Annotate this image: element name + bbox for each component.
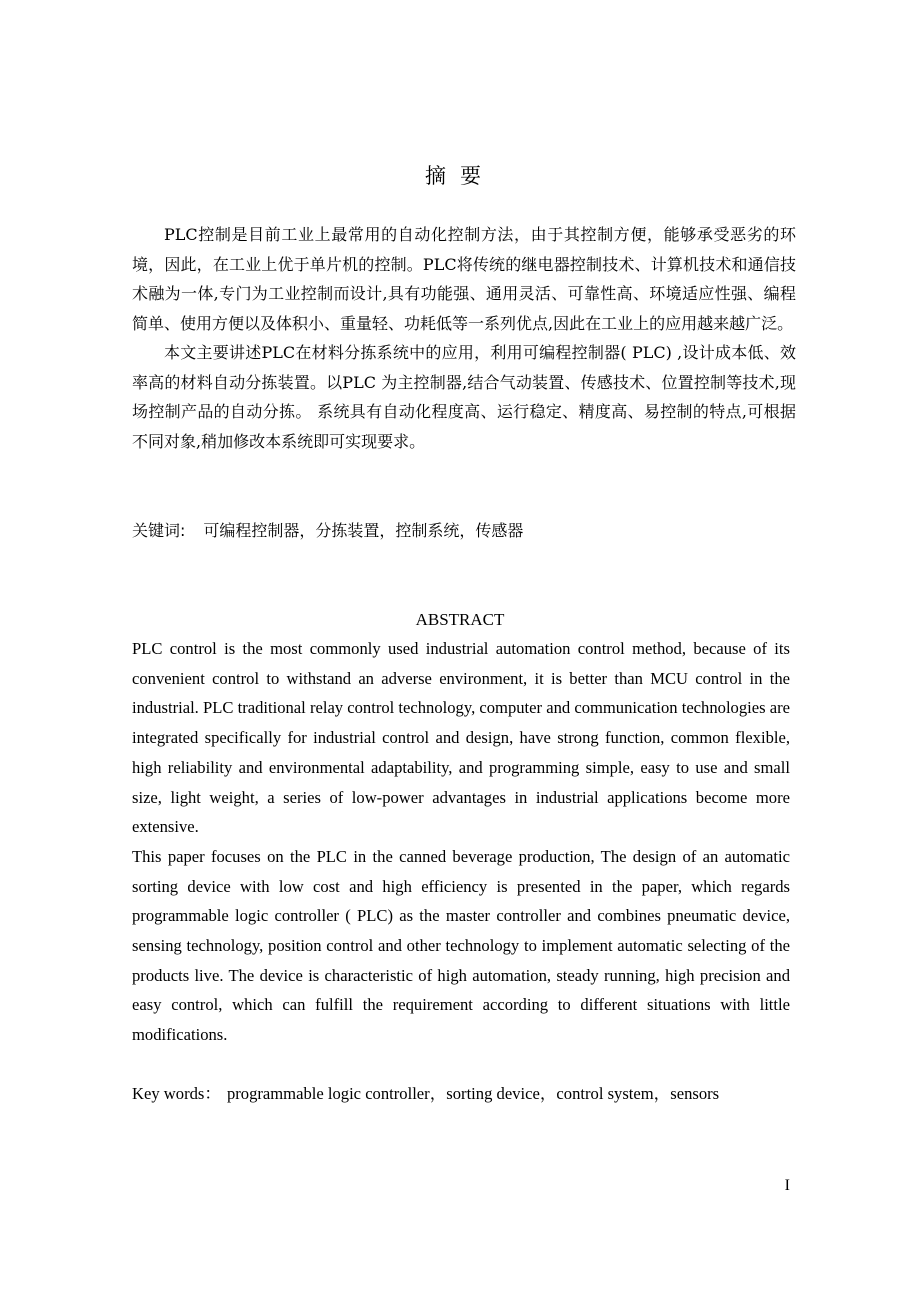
english-abstract-paragraph-1: PLC control is the most commonly used industrial automation control method, because of its convenient control to withstand an adverse environment, it is better than MCU control in the industrial. PLC traditional relay control technology, computer and communication technologies are integrated specifically for industrial control and design, have strong function, common flexible, high reliability and environmental adaptability, and programming simple, easy to use and small size, light weight, a series of low-power advantages in industrial applications become more extensive.	[132, 639, 790, 837]
chinese-keywords: 可编程控制器，分拣装置，控制系统，传感器	[203, 521, 524, 540]
english-abstract-title: ABSTRACT	[415, 610, 505, 629]
english-abstract-body	[132, 634, 790, 1050]
chinese-abstract-paragraph-1: PLC控制是目前工业上最常用的自动化控制方法，由于其控制方便，能够承受恶劣的环境，因此，在工业上优于单片机的控制。PLC将传统的继电器控制技术、计算机技术和通信技术融为一体,专门为工业控制而设计,具有功能强、通用灵活、可靠性高、环境适应性强、编程简单、使用方便以及体积小、重量轻、功耗低等一系列优点,因此在工业上的应用越来越广泛。	[132, 225, 796, 333]
chinese-abstract-title: 摘要	[425, 164, 495, 188]
page-number: I	[784, 1177, 790, 1194]
english-keywords-line	[132, 1079, 796, 1109]
chinese-keywords-label: 关键词:	[132, 521, 186, 540]
chinese-keywords-line	[132, 516, 796, 546]
chinese-abstract-body	[132, 220, 796, 456]
chinese-abstract-paragraph-2: 本文主要讲述PLC在材料分拣系统中的应用，利用可编程控制器( PLC) ,设计成本低、效率高的材料自动分拣装置。以PLC 为主控制器,结合气动装置、传感技术、位置控制等技术,现场控制产品的自动分拣。 系统具有自动化程度高、运行稳定、精度高、易控制的特点,可根据不同对象,稍加修改本系统即可实现要求。	[132, 343, 796, 451]
english-keywords-label: Key words：	[132, 1084, 221, 1103]
english-keywords: programmable logic controller，sorting device，control system，sensors	[226, 1084, 720, 1103]
english-abstract-paragraph-2: This paper focuses on the PLC in the canned beverage production, The design of an automatic sorting device with low cost and high efficiency is presented in the paper, which regards programmable logic controller ( PLC) as the master controller and combines pneumatic device, sensing technology, position control and other technology to implement automatic selecting of the products live. The device is characteristic of high automation, steady running, high precision and easy control, which can fulfill the requirement according to different situations with little modifications.	[132, 846, 790, 1045]
